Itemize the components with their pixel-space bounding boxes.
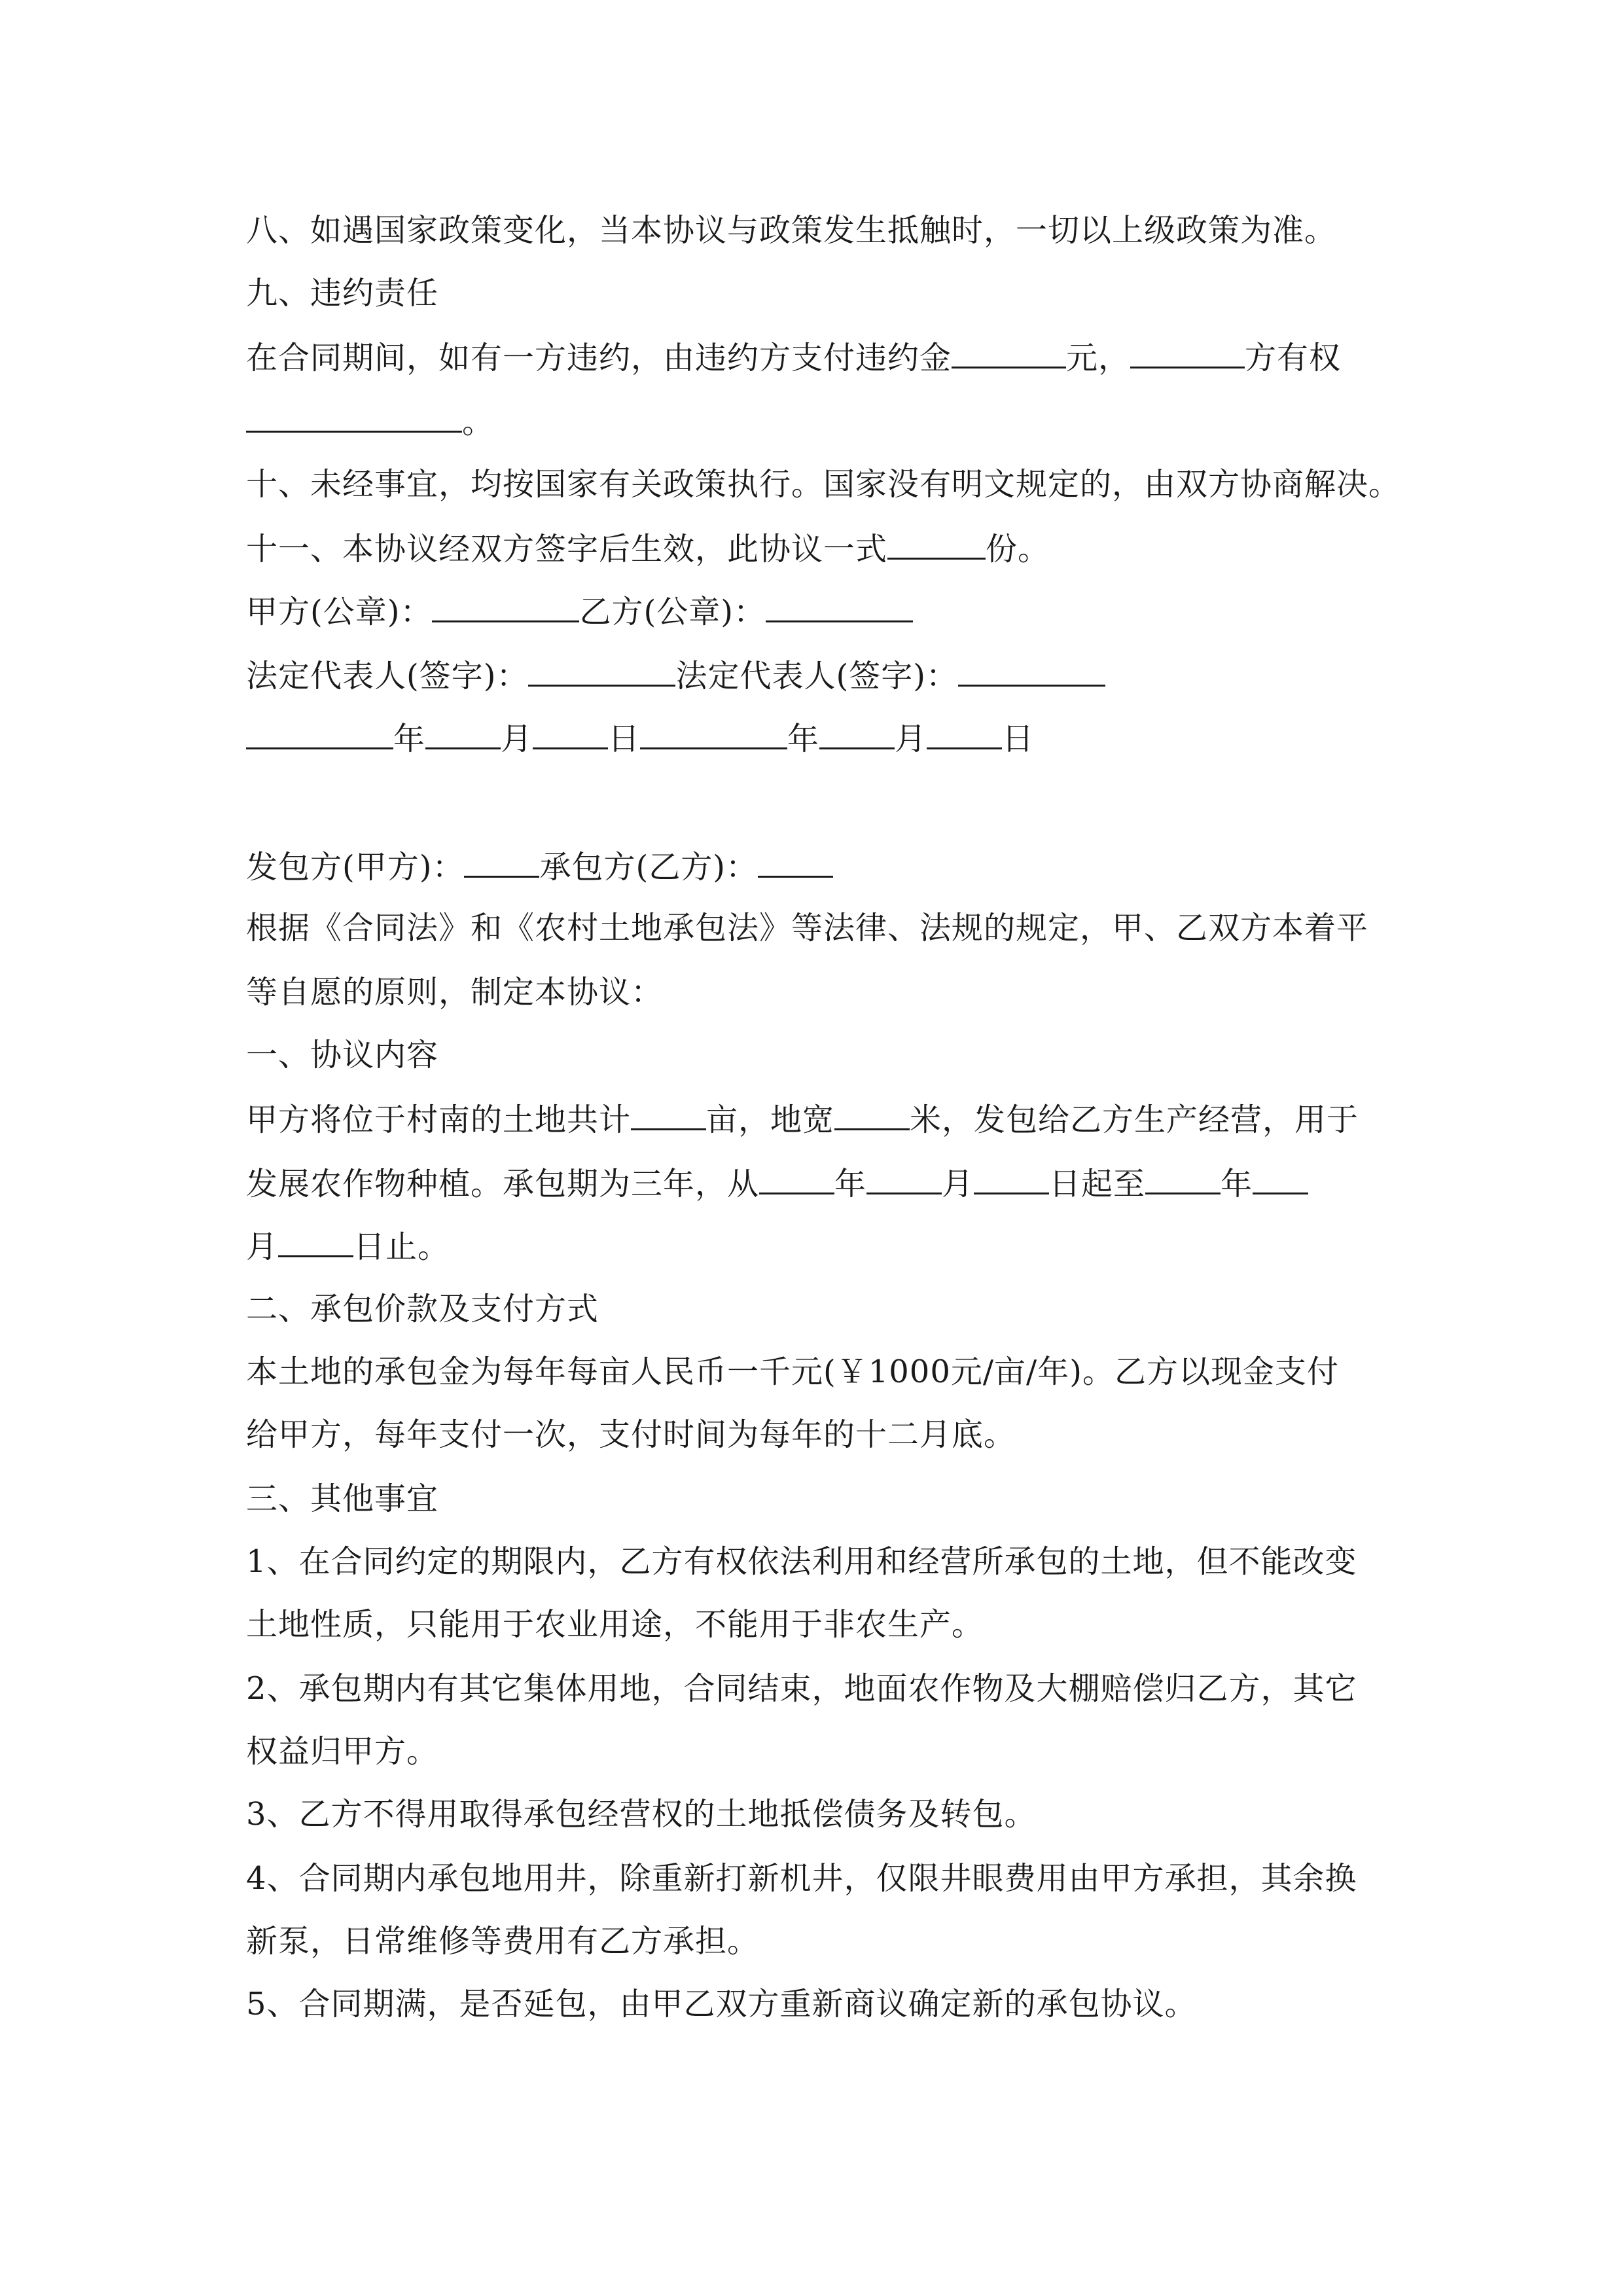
date-label: 月 bbox=[895, 721, 927, 757]
representative-line bbox=[246, 655, 1385, 696]
party-b-seal-blank bbox=[766, 590, 913, 622]
preamble-line-2 bbox=[246, 973, 1385, 1012]
clause-text: 1、在合同约定的期限内，乙方有权依法利用和经营所承包的土地，但不能改变 bbox=[246, 1543, 1357, 1580]
section-heading: 三、其他事宜 bbox=[246, 1480, 439, 1517]
section-1-line-1 bbox=[246, 1098, 1385, 1139]
clause-text: 日起至 bbox=[1049, 1166, 1146, 1202]
contractee-label: 承包方(乙方)： bbox=[539, 849, 758, 886]
party-b-signature-blank bbox=[958, 655, 1105, 687]
clause-9-heading bbox=[246, 274, 1385, 313]
preamble-text: 根据《合同法》和《农村土地承包法》等法律、法规的规定，甲、乙双方本着平 bbox=[246, 910, 1369, 946]
start-day-blank bbox=[974, 1162, 1049, 1194]
year-blank bbox=[246, 717, 393, 749]
clause-8-policy bbox=[246, 211, 1385, 250]
date-label: 日 bbox=[608, 721, 641, 757]
party-blank bbox=[1130, 336, 1245, 368]
clause-heading: 九、违约责任 bbox=[246, 275, 439, 312]
party-a-seal-label: 甲方(公章)： bbox=[246, 594, 433, 630]
start-month-blank bbox=[866, 1162, 942, 1194]
clause-text: 十、未经事宜，均按国家有关政策执行。国家没有明文规定的，由双方协商解决。 bbox=[246, 466, 1401, 503]
clause-10 bbox=[246, 465, 1401, 504]
clause-text: 土地性质，只能用于农业用途，不能用于非农生产。 bbox=[246, 1606, 984, 1643]
item-2-line-2 bbox=[246, 1732, 1385, 1771]
section-2-heading bbox=[246, 1289, 1385, 1329]
section-heading: 一、协议内容 bbox=[246, 1037, 439, 1073]
contractor-label: 发包方(甲方)： bbox=[246, 849, 465, 886]
copies-blank bbox=[887, 528, 986, 560]
date-label: 日 bbox=[1002, 721, 1035, 757]
clause-text: 5、合同期满，是否延包，由甲乙双方重新商议确定新的承包协议。 bbox=[246, 1986, 1197, 2022]
clause-text: 新泵，日常维修等费用有乙方承担。 bbox=[246, 1923, 760, 1960]
penalty-amount-blank bbox=[952, 336, 1066, 368]
section-1-heading bbox=[246, 1035, 1385, 1075]
item-4-line-1 bbox=[246, 1859, 1385, 1898]
start-year-blank bbox=[759, 1162, 834, 1194]
date-label: 年 bbox=[393, 721, 426, 757]
area-mu-blank bbox=[631, 1098, 706, 1130]
section-2-line-2 bbox=[246, 1415, 1385, 1454]
year-blank bbox=[640, 717, 787, 749]
date-label: 年 bbox=[834, 1166, 867, 1202]
clause-text: 。 bbox=[462, 404, 495, 440]
date-label: 月 bbox=[246, 1229, 279, 1265]
item-1-line-2 bbox=[246, 1605, 1385, 1644]
clause-text: 十一、本协议经双方签字后生效，此协议一式 bbox=[246, 531, 888, 567]
contractee-blank bbox=[758, 846, 833, 878]
party-b-seal-label: 乙方(公章)： bbox=[579, 594, 766, 630]
preamble-text: 等自愿的原则，制定本协议： bbox=[246, 974, 664, 1011]
month-blank bbox=[425, 717, 501, 749]
clause-text: 份。 bbox=[986, 531, 1050, 567]
date-label: 年 bbox=[1221, 1166, 1253, 1202]
section-3-heading bbox=[246, 1479, 1385, 1518]
contractor-blank bbox=[464, 846, 539, 878]
date-label: 月 bbox=[501, 721, 533, 757]
month-blank bbox=[819, 717, 895, 749]
clause-text: 日止。 bbox=[353, 1229, 450, 1265]
party-a-representative-label: 法定代表人(签字)： bbox=[246, 658, 529, 694]
clause-text: 在合同期间，如有一方违约，由违约方支付违约金 bbox=[246, 340, 952, 376]
party-a-seal-blank bbox=[432, 590, 579, 622]
clause-text: 亩，地宽 bbox=[706, 1102, 835, 1138]
width-blank bbox=[834, 1098, 910, 1130]
clause-9-penalty bbox=[246, 336, 1385, 378]
day-blank bbox=[533, 717, 608, 749]
item-3 bbox=[246, 1795, 1385, 1834]
item-1-line-1 bbox=[246, 1542, 1385, 1581]
section-heading: 二、承包价款及支付方式 bbox=[246, 1291, 599, 1327]
end-year-blank bbox=[1145, 1162, 1221, 1194]
clause-text: 元， bbox=[1066, 340, 1131, 376]
end-month-blank bbox=[1253, 1162, 1308, 1194]
clause-text: 本土地的承包金为每年每亩人民币一千元(￥1000元/亩/年)。乙方以现金支付 bbox=[246, 1354, 1339, 1390]
section-2-line-1 bbox=[246, 1352, 1385, 1391]
date-label: 月 bbox=[942, 1166, 974, 1202]
rights-blank bbox=[246, 401, 462, 433]
date-line bbox=[246, 717, 1385, 759]
item-2-line-1 bbox=[246, 1669, 1385, 1708]
party-a-signature-blank bbox=[528, 655, 675, 687]
end-day-blank bbox=[278, 1225, 353, 1257]
parties-line bbox=[246, 846, 1385, 887]
day-blank bbox=[927, 717, 1002, 749]
seal-line bbox=[246, 590, 1385, 632]
clause-text: 2、承包期内有其它集体用地，合同结束，地面农作物及大棚赔偿归乙方，其它 bbox=[246, 1670, 1357, 1707]
section-1-line-2 bbox=[246, 1162, 1385, 1204]
item-4-line-2 bbox=[246, 1922, 1385, 1961]
clause-text: 3、乙方不得用取得承包经营权的土地抵偿债务及转包。 bbox=[246, 1796, 1037, 1833]
clause-9-continued bbox=[246, 401, 1385, 442]
clause-text: 发展农作物种植。承包期为三年，从 bbox=[246, 1166, 760, 1202]
clause-text: 给甲方，每年支付一次，支付时间为每年的十二月底。 bbox=[246, 1416, 1016, 1453]
clause-text: 4、合同期内承包地用井，除重新打新机井，仅限井眼费用由甲方承担，其余换 bbox=[246, 1860, 1357, 1897]
item-5 bbox=[246, 1984, 1385, 2024]
clause-text: 方有权 bbox=[1245, 340, 1342, 376]
clause-11 bbox=[246, 528, 1385, 569]
clause-text: 八、如遇国家政策变化，当本协议与政策发生抵触时，一切以上级政策为准。 bbox=[246, 212, 1337, 249]
clause-text: 米，发包给乙方生产经营，用于 bbox=[910, 1102, 1359, 1138]
clause-text: 权益归甲方。 bbox=[246, 1733, 439, 1770]
date-label: 年 bbox=[787, 721, 820, 757]
clause-text: 甲方将位于村南的土地共计 bbox=[246, 1102, 632, 1138]
party-b-representative-label: 法定代表人(签字)： bbox=[675, 658, 958, 694]
preamble-line-1 bbox=[246, 908, 1385, 948]
section-1-line-3 bbox=[246, 1225, 1385, 1266]
